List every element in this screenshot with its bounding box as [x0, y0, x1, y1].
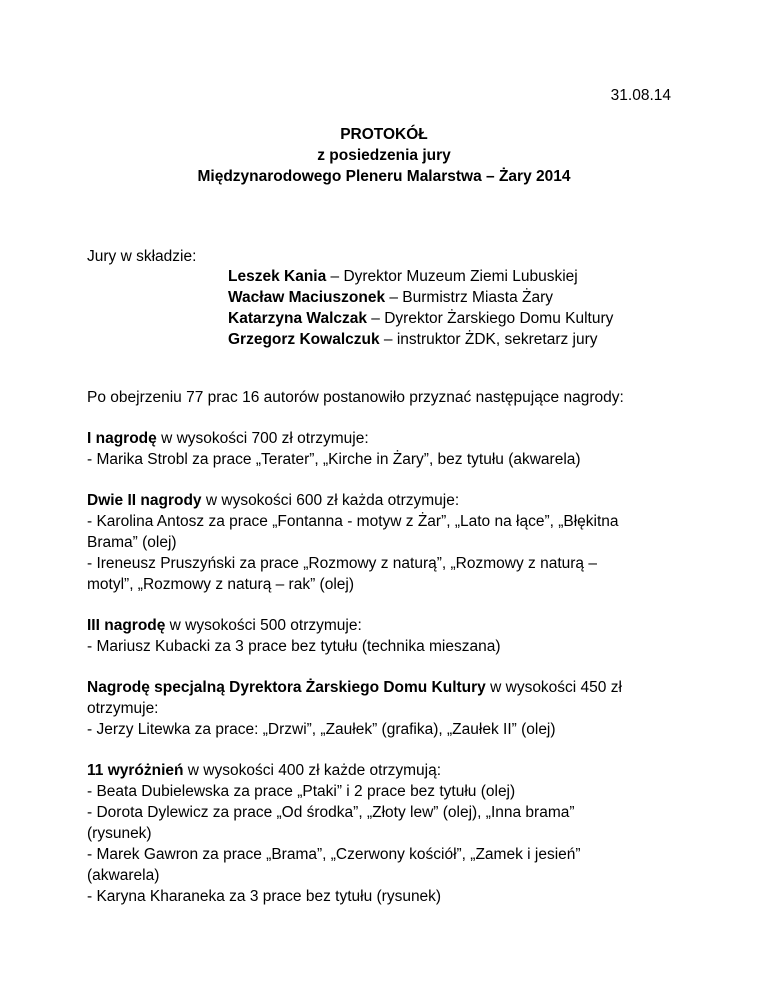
title-line-2: z posiedzenia jury — [317, 147, 451, 164]
prize-2-heading — [87, 490, 687, 511]
special-prize-heading — [87, 677, 687, 698]
jury-member-name: Grzegorz Kowalczuk — [228, 331, 380, 348]
jury-member — [228, 308, 613, 329]
document-body — [87, 387, 687, 907]
prize-2-line: - Karolina Antosz za prace „Fontanna - motyw z Żar”, „Lato na łące”, „Błękitna — [87, 513, 619, 530]
jury-member-role: – Dyrektor Żarskiego Domu Kultury — [367, 310, 614, 327]
prize-3-amount: w wysokości 500 otrzymuje: — [165, 617, 362, 634]
special-prize-title: Nagrodę specjalną Dyrektora Żarskiego Domu Kultury — [87, 679, 486, 696]
distinction-line: - Karyna Kharaneka za 3 prace bez tytułu (rysunek) — [87, 888, 442, 905]
prize-2-amount: w wysokości 600 zł każda otrzymuje: — [201, 492, 460, 509]
jury-member-name: Katarzyna Walczak — [228, 310, 367, 327]
prize-1-heading — [87, 428, 687, 449]
prize-3-heading — [87, 615, 687, 636]
special-prize-line: otrzymuje: — [87, 700, 159, 717]
jury-member — [228, 287, 613, 308]
jury-label: Jury w składzie: — [87, 248, 197, 265]
prize-2-title: Dwie II nagrody — [87, 492, 202, 509]
distinction-line: - Dorota Dylewicz za prace „Od środka”, „Złoty lew” (olej), „Inna brama” — [87, 804, 575, 821]
prize-2-line: Brama” (olej) — [87, 534, 177, 551]
jury-member — [228, 266, 613, 287]
intro-paragraph: Po obejrzeniu 77 prac 16 autorów postanowiło przyznać następujące nagrody: — [87, 389, 624, 406]
jury-member — [228, 329, 613, 350]
distinction-line: - Marek Gawron za prace „Brama”, „Czerwony kościół”, „Zamek i jesień” — [87, 846, 581, 863]
jury-member-role: – instruktor ŻDK, sekretarz jury — [379, 331, 598, 348]
prize-2-line: - Ireneusz Pruszyński za prace „Rozmowy z naturą”, „Rozmowy z naturą – — [87, 555, 597, 572]
distinctions-heading — [87, 760, 687, 781]
distinction-line: (akwarela) — [87, 867, 160, 884]
prize-1-line: - Marika Strobl za prace „Terater”, „Kirche in Żary”, bez tytułu (akwarela) — [87, 451, 581, 468]
title-line-1: PROTOKÓŁ — [340, 126, 428, 143]
jury-member-list — [228, 266, 613, 350]
jury-member-name: Leszek Kania — [228, 268, 327, 285]
distinctions-amount: w wysokości 400 zł każde otrzymują: — [183, 762, 442, 779]
prize-1-title: I nagrodę — [87, 430, 157, 447]
jury-member-name: Wacław Maciuszonek — [228, 289, 386, 306]
prize-3-title: III nagrodę — [87, 617, 166, 634]
special-prize-line: - Jerzy Litewka za prace: „Drzwi”, „Zaułek” (grafika), „Zaułek II” (olej) — [87, 721, 556, 738]
document-date: 31.08.14 — [610, 87, 671, 104]
prize-2-line: motyl”, „Rozmowy z naturą – rak” (olej) — [87, 576, 355, 593]
prize-1-amount: w wysokości 700 zł otrzymuje: — [156, 430, 369, 447]
document-title — [0, 124, 768, 187]
prize-3-line: - Mariusz Kubacki za 3 prace bez tytułu (technika mieszana) — [87, 638, 501, 655]
distinctions-title: 11 wyróżnień — [87, 762, 184, 779]
title-line-3: Międzynarodowego Pleneru Malarstwa – Żary 2014 — [197, 168, 571, 185]
distinction-line: - Beata Dubielewska za prace „Ptaki” i 2 prace bez tytułu (olej) — [87, 783, 516, 800]
jury-member-role: – Dyrektor Muzeum Ziemi Lubuskiej — [326, 268, 578, 285]
special-prize-amount: w wysokości 450 zł — [485, 679, 622, 696]
distinction-line: (rysunek) — [87, 825, 152, 842]
jury-member-role: – Burmistrz Miasta Żary — [385, 289, 554, 306]
